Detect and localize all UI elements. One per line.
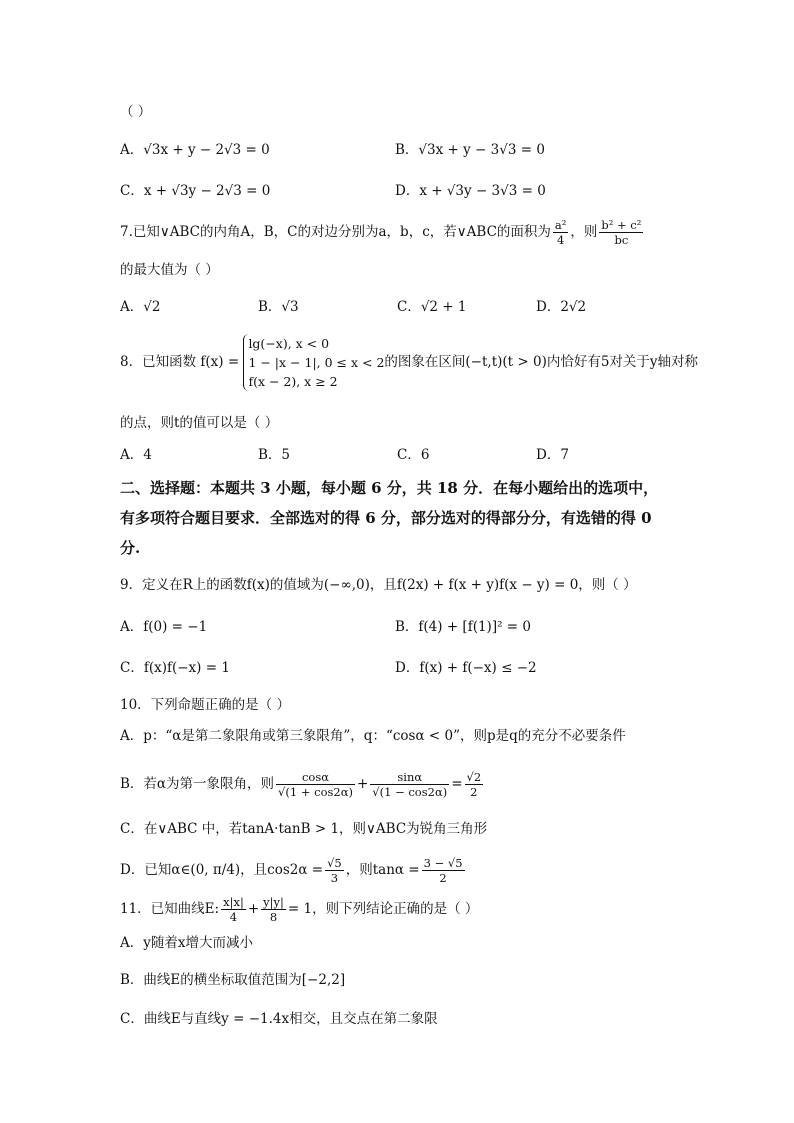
- q7-frac1-num: a²: [554, 218, 567, 232]
- q7-frac1-den: 4: [556, 233, 565, 247]
- q10-stem: 10．下列命题正确的是（ ）: [120, 697, 290, 713]
- q10-d-text-b: ，则tanα =: [345, 862, 420, 878]
- q8-stem: [120, 334, 698, 391]
- q10-b-eq: =: [451, 776, 463, 792]
- q7-option-a: A．√2: [120, 299, 161, 315]
- q9-option-d: D．f(x) + f(−x) ≤ −2: [395, 660, 537, 676]
- q10-d-frac1-num: √5: [327, 856, 342, 870]
- q10-b-frac1: [276, 770, 355, 799]
- q10-d-frac2: [422, 856, 465, 885]
- q7-fraction-area: [553, 218, 568, 247]
- q9-option-c: C．f(x)f(−x) = 1: [120, 660, 230, 676]
- q7-stem-c: 的最大值为（ ）: [120, 262, 219, 278]
- q11-frac2-num: y|y|: [263, 895, 284, 909]
- q10-d-text-a: D．已知α∈(0, π/4)，且cos2α =: [120, 862, 324, 878]
- q10-b-frac1-num: cosα: [276, 770, 355, 785]
- q7-option-b: B．√3: [258, 299, 299, 315]
- q10-option-c: C．在∨ABC 中，若tanA·tanB > 1，则∨ABC为锐角三角形: [120, 821, 488, 837]
- q11-option-b: B．曲线E的横坐标取值范围为[−2,2]: [120, 972, 346, 988]
- q7-stem: [120, 218, 645, 247]
- q11-frac1-num: x|x|: [223, 895, 244, 909]
- q10-b-frac2-num: sinα: [370, 770, 449, 785]
- q10-d-frac2-den: 2: [439, 871, 447, 885]
- q6-option-b: B．√3x + y − 3√3 = 0: [395, 142, 545, 158]
- section2-line3: 分.: [120, 539, 141, 557]
- q10-b-text: B．若α为第一象限角，则: [120, 776, 275, 792]
- q11-stem-a: 11．已知曲线E:: [120, 901, 220, 917]
- q8-option-b: B．5: [258, 447, 291, 463]
- q10-d-frac1: [325, 856, 344, 885]
- q10-option-d: [120, 856, 467, 885]
- q11-option-a: A．y随着x增大而减小: [120, 935, 253, 951]
- q7-option-d: D．2√2: [536, 299, 587, 315]
- q7-fraction-target: [599, 218, 643, 247]
- q7-option-c: C．√2 + 1: [397, 299, 467, 315]
- q8-option-a: A．4: [120, 447, 152, 463]
- section2-line2: 有多项符合题目要求．全部选对的得 6 分，部分选对的得部分分，有选错的得 0: [120, 509, 652, 527]
- q9-option-b: B．f(4) + [f(1)]² = 0: [395, 619, 531, 635]
- q7-stem-b: ，则: [570, 224, 598, 240]
- q8-stem-b: 的图象在区间(−t,t)(t > 0)内恰好有5对关于y轴对称: [384, 354, 699, 370]
- q11-frac2: [261, 895, 286, 924]
- q6-paren: （ ）: [120, 104, 152, 120]
- q6-option-c: C．x + √3y − 2√3 = 0: [120, 183, 271, 199]
- q8-case-3: f(x − 2), x ≥ 2: [248, 374, 338, 389]
- q7-frac2-den: bc: [614, 233, 629, 247]
- q8-stem-c: 的点，则t的值可以是（ ）: [120, 415, 279, 431]
- q11-option-c: C．曲线E与直线y = −1.4x相交，且交点在第二象限: [120, 1011, 438, 1027]
- q11-frac1: [221, 895, 246, 924]
- q8-piecewise: [243, 334, 384, 391]
- q8-case-1: lg(−x), x < 0: [248, 336, 330, 351]
- q7-stem-a: 7.已知∨ABC的内角A，B，C的对边分别为a，b，c，若∨ABC的面积为: [120, 224, 551, 240]
- q10-b-plus: +: [356, 776, 369, 792]
- q10-b-frac2: [370, 770, 449, 799]
- q11-stem: [120, 895, 478, 924]
- q11-frac1-den: 4: [229, 910, 238, 924]
- q6-option-d: D．x + √3y − 3√3 = 0: [395, 183, 546, 199]
- q8-case-2: 1 − |x − 1|, 0 ≤ x < 2: [248, 355, 385, 370]
- section2-line1: 二、选择题：本题共 3 小题，每小题 6 分，共 18 分．在每小题给出的选项中，: [120, 479, 659, 497]
- q10-b-frac3: [465, 770, 484, 799]
- q8-stem-a: 8．已知函数 f(x) =: [120, 354, 240, 370]
- q6-option-a: A．√3x + y − 2√3 = 0: [120, 142, 270, 158]
- q10-b-frac2-den: √(1 − cos2α): [372, 785, 448, 799]
- q10-d-frac2-num: 3 − √5: [423, 856, 463, 870]
- q10-option-b: [120, 770, 485, 799]
- q11-stem-b: = 1，则下列结论正确的是（ ）: [287, 901, 479, 917]
- q10-d-frac1-den: 3: [330, 871, 339, 885]
- q9-stem: 9．定义在R上的函数f(x)的值域为(−∞,0)，且f(2x) + f(x + y)f(x − y) = 0，则（ ）: [120, 577, 637, 593]
- q9-option-a: A．f(0) = −1: [120, 619, 208, 635]
- q7-frac2-num: b² + c²: [601, 218, 642, 232]
- q11-frac2-den: 8: [269, 910, 278, 924]
- q10-b-frac3-num: √2: [466, 770, 482, 784]
- q8-option-d: D．7: [536, 447, 569, 463]
- q11-plus: +: [247, 901, 260, 917]
- q10-b-frac1-den: √(1 + cos2α): [278, 785, 353, 799]
- q8-option-c: C．6: [397, 447, 430, 463]
- q10-b-frac3-den: 2: [470, 785, 478, 799]
- q10-option-a: A．p：“α是第二象限角或第三象限角”，q：“cosα < 0”，则p是q的充分不必要条件: [120, 728, 626, 744]
